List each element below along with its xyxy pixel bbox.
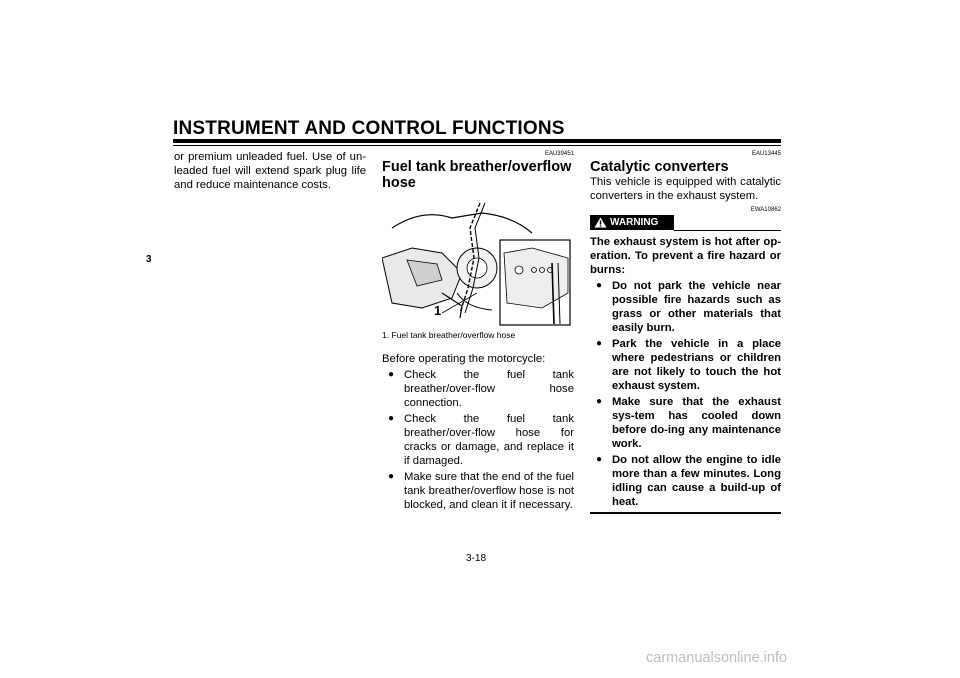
warning-list [590,279,781,509]
section-code: EAU13445 [751,151,781,157]
bullet-icon: ● [596,396,603,407]
column-1 [174,150,366,192]
figure-label-1: 1 [434,303,442,318]
list-item [388,368,574,410]
page-header-title: INSTRUMENT AND CONTROL FUNCTIONS [173,118,565,139]
list-item-text: Make sure that the exhaust sys-tem has cooled down before do-ing any maintenance work. [612,396,781,450]
section-heading: Catalytic converters [590,159,729,175]
list-item-text: Park the vehicle in a place where pedestrians or children are not likely to touch the hot exhaust system. [612,338,781,392]
bullet-icon: ● [388,471,395,482]
warning-text: The exhaust system is hot after op-eration. To prevent a fire hazard or burns: [590,236,781,276]
list-item [596,453,781,509]
intro-text: Before operating the motorcycle: [382,353,546,365]
list-item-text: Check the fuel tank breather/over-flow hose for cracks or damage, and replace it if damaged. [404,413,574,467]
figure-caption: 1. Fuel tank breather/overflow hose [382,330,516,340]
check-list [382,368,574,512]
warning-rule [674,230,781,231]
warning-label: WARNING [610,216,659,228]
bullet-icon: ● [388,413,395,424]
list-item [596,337,781,393]
list-item [388,412,574,468]
list-item-text: Do not park the vehicle near possible fire hazards such as grass or other materials that easily burn. [612,280,781,334]
list-item [596,279,781,335]
list-item [388,470,574,512]
column-3 [590,150,781,514]
continued-paragraph: or premium unleaded fuel. Use of un-leaded fuel will extend spark plug life and reduce maintenance costs. [174,151,366,191]
bullet-icon: ● [596,338,603,349]
warning-code: EWA10862 [750,207,781,213]
list-item [596,395,781,451]
list-item-text: Check the fuel tank breather/over-flow hose connection. [404,369,574,409]
section-code: EAU39451 [544,151,574,157]
bullet-icon: ● [596,454,603,465]
bullet-icon: ● [596,280,603,291]
watermark: carmanualsonline.info [646,650,788,666]
warning-badge [590,215,674,230]
page-number: 3-18 [466,553,487,564]
section-text: This vehicle is equipped with catalytic converters in the exhaust system. [590,176,781,202]
motorcycle-illustration [382,198,574,326]
section-heading: Fuel tank breather/overflow hose [382,159,572,191]
chapter-tab: 3 [146,254,152,265]
list-item-text: Make sure that the end of the fuel tank breather/overflow hose is not blocked, and clean it if necessary. [404,471,574,511]
header-rule-thin [173,145,781,146]
column-2 [382,150,574,512]
warning-banner [590,215,781,231]
breather-hose-figure [382,198,574,326]
warning-end-rule [590,512,781,514]
header-rule [173,139,781,143]
warning-triangle-icon [594,217,607,228]
list-item-text: Do not allow the engine to idle more than a few minutes. Long idling can cause a build-up of heat. [612,454,781,508]
bullet-icon: ● [388,369,395,380]
